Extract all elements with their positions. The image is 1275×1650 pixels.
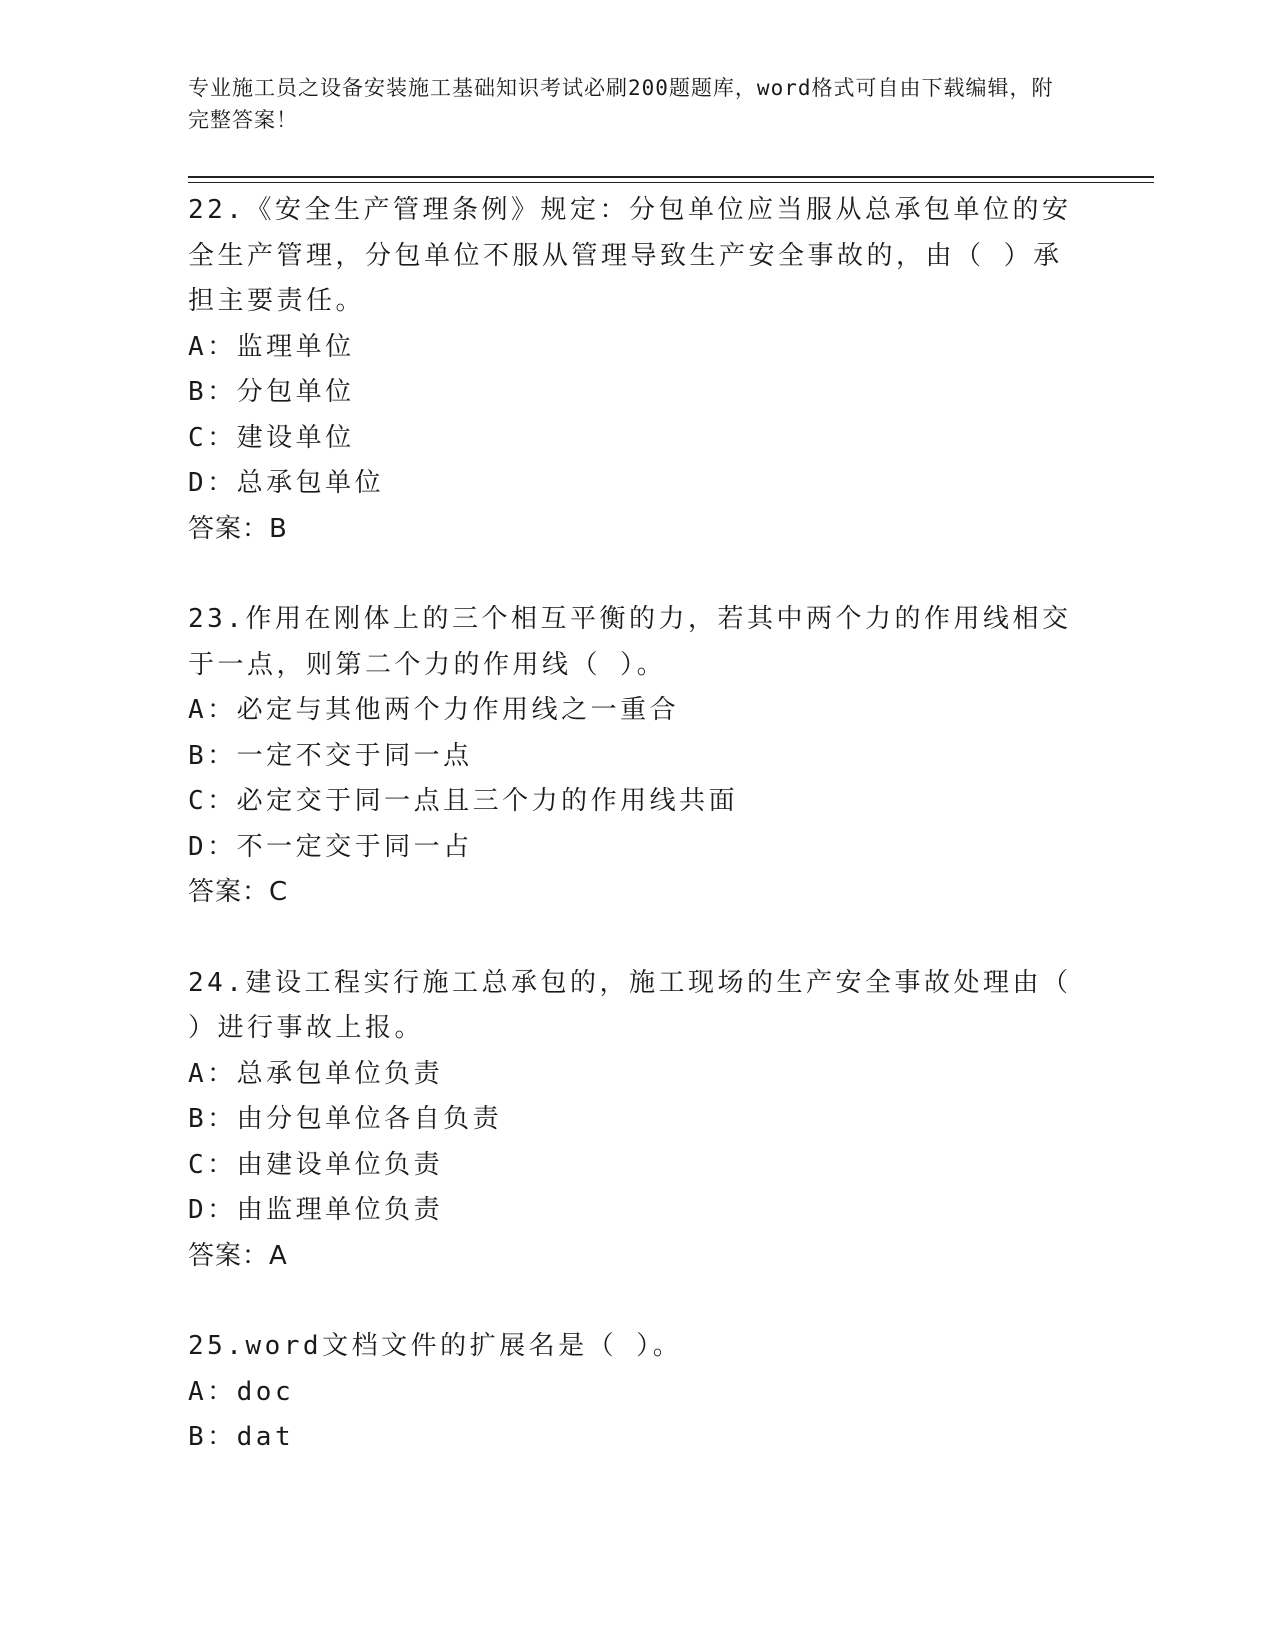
header-divider-thin: [188, 182, 1154, 183]
answer-line: 答案：C: [188, 877, 289, 907]
option-b: B：由分包单位各自负责: [188, 1104, 503, 1134]
option-d: D：不一定交于同一占: [188, 831, 473, 862]
question-stem: 24.建设工程实行施工总承包的，施工现场的生产安全事故处理由（ ）进行事故上报。: [188, 967, 1072, 1043]
header-divider-thick: [188, 176, 1154, 178]
option-b: B：分包单位: [188, 377, 355, 407]
option-b: B：dat: [188, 1422, 295, 1452]
spacer: [188, 1279, 1088, 1324]
option-c: C：由建设单位负责: [188, 1149, 444, 1180]
document-header: 专业施工员之设备安装施工基础知识考试必刷200题题库，word格式可自由下载编辑，附完整答案！: [188, 76, 1054, 132]
option-d: D：总承包单位: [188, 468, 385, 498]
option-a: A：doc: [188, 1376, 295, 1407]
question-stem: 22.《安全生产管理条例》规定：分包单位应当服从总承包单位的安全生产管理，分包单位不服从管理导致生产安全事故的，由（ ）承担主要责任。: [188, 195, 1072, 316]
question-25: [188, 1324, 1088, 1461]
option-a: A：监理单位: [188, 331, 355, 362]
option-d: D：由监理单位负责: [188, 1195, 444, 1225]
spacer: [188, 552, 1088, 597]
option-a: A：必定与其他两个力作用线之一重合: [188, 695, 680, 725]
option-c: C：必定交于同一点且三个力的作用线共面: [188, 786, 739, 816]
question-24: [188, 961, 1088, 1280]
option-b: B：一定不交于同一点: [188, 740, 473, 771]
spacer: [188, 916, 1088, 961]
option-c: C：建设单位: [188, 422, 355, 453]
answer-line: 答案：B: [188, 513, 288, 544]
question-22: [188, 188, 1088, 552]
question-list: [188, 188, 1088, 1461]
question-23: [188, 597, 1088, 916]
answer-line: 答案：A: [188, 1240, 288, 1271]
option-a: A：总承包单位负责: [188, 1058, 444, 1089]
question-stem: 25.word文档文件的扩展名是（ ）。: [188, 1331, 683, 1361]
question-stem: 23.作用在刚体上的三个相互平衡的力，若其中两个力的作用线相交于一点，则第二个力的作用线（ ）。: [188, 604, 1072, 680]
